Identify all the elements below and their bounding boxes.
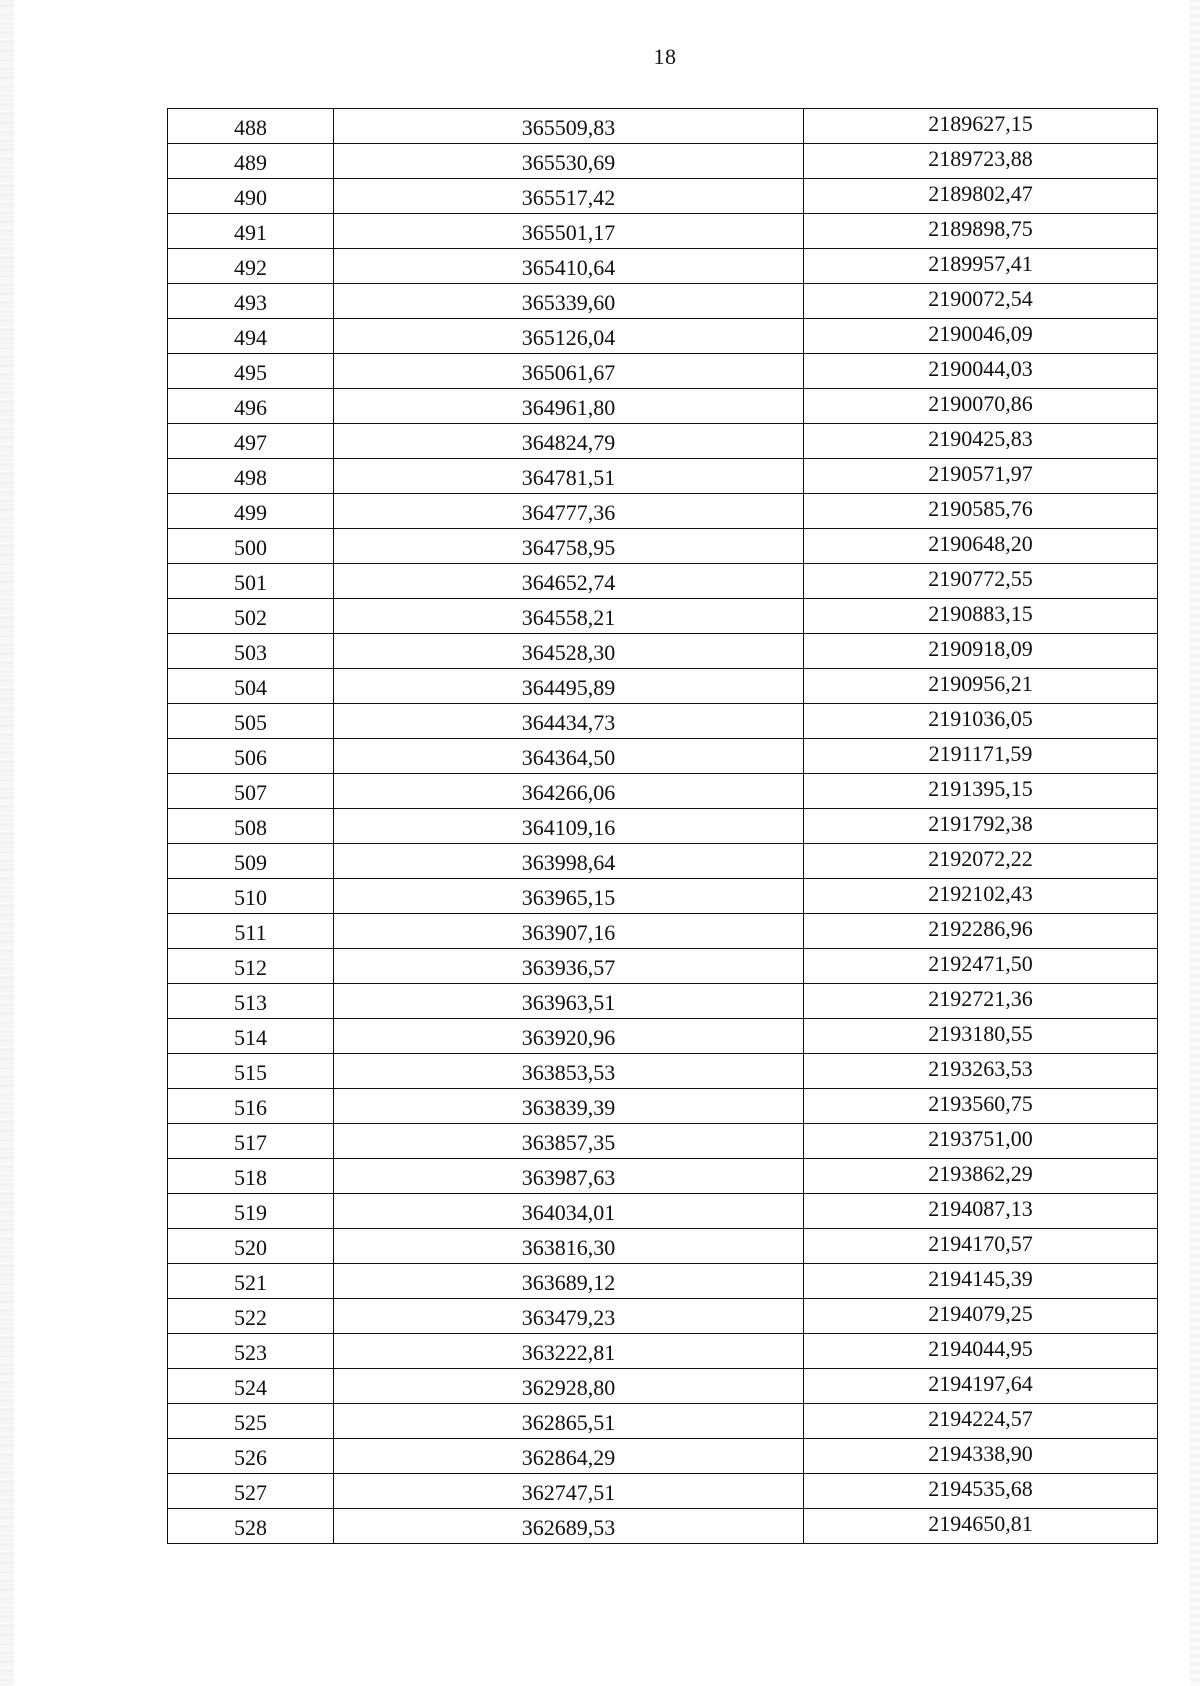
point-number-cell [168,1334,334,1369]
x-coordinate-value: 362864,29 [521,1445,616,1470]
point-number-value: 505 [234,710,267,735]
x-coordinate-value: 363963,51 [521,990,616,1015]
point-number-value: 496 [234,395,267,420]
table-row [168,774,1158,809]
y-coordinate-cell [804,774,1158,809]
x-coordinate-value: 364495,89 [521,675,616,700]
point-number-value: 489 [234,150,267,175]
point-number-cell [168,179,334,214]
table-row [168,494,1158,529]
point-number-value: 506 [234,745,267,770]
y-coordinate-cell [804,949,1158,984]
y-coordinate-cell [804,179,1158,214]
table-row [168,704,1158,739]
x-coordinate-cell [334,214,804,249]
point-number-value: 499 [234,500,267,525]
y-coordinate-cell [804,1509,1158,1544]
point-number-cell [168,494,334,529]
point-number-cell [168,1439,334,1474]
point-number-value: 511 [234,920,267,945]
point-number-cell [168,459,334,494]
point-number-cell [168,879,334,914]
y-coordinate-cell [804,1019,1158,1054]
x-coordinate-cell [334,739,804,774]
y-coordinate-value: 2194197,64 [928,1371,1033,1396]
point-number-cell [168,214,334,249]
y-coordinate-value: 2193751,00 [928,1126,1033,1151]
point-number-cell [168,144,334,179]
point-number-value: 491 [234,220,267,245]
x-coordinate-value: 362747,51 [521,1480,616,1505]
point-number-value: 490 [234,185,267,210]
point-number-cell [168,1089,334,1124]
point-number-value: 514 [234,1025,267,1050]
point-number-value: 498 [234,465,267,490]
point-number-value: 523 [234,1340,267,1365]
x-coordinate-cell [334,529,804,564]
y-coordinate-cell [804,984,1158,1019]
point-number-value: 492 [234,255,267,280]
table-row [168,354,1158,389]
x-coordinate-cell [334,564,804,599]
x-coordinate-value: 362865,51 [521,1410,616,1435]
page-number: 18 [653,44,677,69]
y-coordinate-cell [804,739,1158,774]
y-coordinate-cell [804,1404,1158,1439]
point-number-cell [168,1299,334,1334]
y-coordinate-cell [804,1439,1158,1474]
point-number-value: 495 [234,360,267,385]
table-row [168,669,1158,704]
x-coordinate-cell [334,914,804,949]
x-coordinate-cell [334,844,804,879]
x-coordinate-cell [334,879,804,914]
point-number-value: 500 [234,535,267,560]
y-coordinate-value: 2194535,68 [928,1476,1033,1501]
x-coordinate-cell [334,1054,804,1089]
x-coordinate-cell [334,1299,804,1334]
y-coordinate-value: 2190046,09 [928,321,1033,346]
y-coordinate-cell [804,494,1158,529]
x-coordinate-cell [334,179,804,214]
point-number-cell [168,564,334,599]
y-coordinate-value: 2193862,29 [928,1161,1033,1186]
x-coordinate-value: 364961,80 [521,395,616,420]
y-coordinate-value: 2192102,43 [928,881,1033,906]
point-number-cell [168,739,334,774]
table-row [168,1509,1158,1544]
y-coordinate-value: 2192471,50 [928,951,1033,976]
point-number-cell [168,984,334,1019]
point-number-cell [168,1369,334,1404]
point-number-cell [168,1054,334,1089]
y-coordinate-value: 2191792,38 [928,811,1033,836]
x-coordinate-value: 364266,06 [521,780,616,805]
point-number-cell [168,1194,334,1229]
y-coordinate-value: 2194044,95 [928,1336,1033,1361]
x-coordinate-value: 365126,04 [521,325,616,350]
y-coordinate-cell [804,389,1158,424]
x-coordinate-value: 365061,67 [521,360,616,385]
y-coordinate-cell [804,144,1158,179]
point-number-cell [168,809,334,844]
y-coordinate-cell [804,1159,1158,1194]
point-number-cell [168,1509,334,1544]
table-row [168,1229,1158,1264]
table-row [168,459,1158,494]
y-coordinate-cell [804,459,1158,494]
x-coordinate-cell [334,1264,804,1299]
x-coordinate-cell [334,424,804,459]
x-coordinate-cell [334,144,804,179]
table-row [168,984,1158,1019]
y-coordinate-cell [804,844,1158,879]
point-number-cell [168,704,334,739]
x-coordinate-value: 363920,96 [521,1025,616,1050]
point-number-cell [168,844,334,879]
x-coordinate-value: 364824,79 [521,430,616,455]
y-coordinate-cell [804,879,1158,914]
point-number-value: 503 [234,640,267,665]
x-coordinate-value: 363907,16 [521,920,616,945]
y-coordinate-cell [804,1124,1158,1159]
x-coordinate-value: 364364,50 [521,745,616,770]
coordinates-table-body [168,109,1158,1544]
x-coordinate-cell [334,1229,804,1264]
x-coordinate-value: 362689,53 [521,1515,616,1540]
point-number-cell [168,389,334,424]
table-row [168,914,1158,949]
y-coordinate-cell [804,669,1158,704]
point-number-value: 508 [234,815,267,840]
x-coordinate-cell [334,1019,804,1054]
x-coordinate-value: 364652,74 [521,570,616,595]
y-coordinate-value: 2193560,75 [928,1091,1033,1116]
table-row [168,214,1158,249]
x-coordinate-cell [334,1124,804,1159]
y-coordinate-value: 2189802,47 [928,181,1033,206]
point-number-value: 494 [234,325,267,350]
y-coordinate-cell [804,564,1158,599]
point-number-cell [168,249,334,284]
x-coordinate-value: 363222,81 [521,1340,616,1365]
table-row [168,424,1158,459]
y-coordinate-value: 2189723,88 [928,146,1033,171]
point-number-value: 501 [234,570,267,595]
x-coordinate-cell [334,809,804,844]
y-coordinate-cell [804,354,1158,389]
y-coordinate-cell [804,704,1158,739]
table-row [168,1019,1158,1054]
table-row [168,599,1158,634]
point-number-value: 510 [234,885,267,910]
table-row [168,634,1158,669]
y-coordinate-value: 2190956,21 [928,671,1033,696]
x-coordinate-cell [334,599,804,634]
table-row [168,1474,1158,1509]
y-coordinate-cell [804,1334,1158,1369]
point-number-cell [168,634,334,669]
y-coordinate-cell [804,1369,1158,1404]
point-number-value: 522 [234,1305,267,1330]
point-number-cell [168,1019,334,1054]
point-number-cell [168,599,334,634]
x-coordinate-value: 365517,42 [521,185,616,210]
y-coordinate-value: 2190585,76 [928,496,1033,521]
y-coordinate-cell [804,529,1158,564]
y-coordinate-cell [804,599,1158,634]
x-coordinate-value: 365509,83 [521,115,616,140]
table-row [168,809,1158,844]
table-row [168,1054,1158,1089]
y-coordinate-cell [804,914,1158,949]
y-coordinate-value: 2192072,22 [928,846,1033,871]
y-coordinate-cell [804,424,1158,459]
point-number-value: 512 [234,955,267,980]
point-number-value: 521 [234,1270,267,1295]
x-coordinate-value: 363839,39 [521,1095,616,1120]
table-row [168,1299,1158,1334]
point-number-cell [168,1474,334,1509]
x-coordinate-value: 364758,95 [521,535,616,560]
point-number-value: 515 [234,1060,267,1085]
y-coordinate-value: 2190918,09 [928,636,1033,661]
point-number-cell [168,774,334,809]
y-coordinate-value: 2194338,90 [928,1441,1033,1466]
point-number-cell [168,354,334,389]
x-coordinate-value: 364434,73 [521,710,616,735]
x-coordinate-cell [334,284,804,319]
point-number-value: 497 [234,430,267,455]
y-coordinate-cell [804,809,1158,844]
point-number-cell [168,669,334,704]
x-coordinate-cell [334,319,804,354]
x-coordinate-value: 362928,80 [521,1375,616,1400]
x-coordinate-value: 363998,64 [521,850,616,875]
x-coordinate-cell [334,354,804,389]
y-coordinate-value: 2189898,75 [928,216,1033,241]
x-coordinate-value: 363853,53 [521,1060,616,1085]
table-row [168,1334,1158,1369]
y-coordinate-value: 2190571,97 [928,461,1033,486]
table-row [168,249,1158,284]
table-row [168,1264,1158,1299]
y-coordinate-value: 2191395,15 [928,776,1033,801]
point-number-value: 507 [234,780,267,805]
y-coordinate-cell [804,214,1158,249]
table-row [168,564,1158,599]
point-number-value: 502 [234,605,267,630]
y-coordinate-value: 2189957,41 [928,251,1033,276]
point-number-cell [168,529,334,564]
table-row [168,739,1158,774]
x-coordinate-cell [334,1474,804,1509]
point-number-value: 488 [234,115,267,140]
x-coordinate-value: 363987,63 [521,1165,616,1190]
y-coordinate-value: 2190648,20 [928,531,1033,556]
y-coordinate-value: 2194650,81 [928,1511,1033,1536]
y-coordinate-cell [804,249,1158,284]
x-coordinate-cell [334,1439,804,1474]
y-coordinate-value: 2190772,55 [928,566,1033,591]
y-coordinate-value: 2190425,83 [928,426,1033,451]
table-row [168,844,1158,879]
table-row [168,1124,1158,1159]
point-number-cell [168,1404,334,1439]
x-coordinate-cell [334,949,804,984]
y-coordinate-cell [804,1229,1158,1264]
table-row [168,389,1158,424]
table-row [168,1089,1158,1124]
y-coordinate-value: 2191036,05 [928,706,1033,731]
y-coordinate-cell [804,1089,1158,1124]
point-number-cell [168,914,334,949]
y-coordinate-value: 2192721,36 [928,986,1033,1011]
x-coordinate-value: 365501,17 [521,220,616,245]
x-coordinate-cell [334,1089,804,1124]
y-coordinate-value: 2194170,57 [928,1231,1033,1256]
x-coordinate-value: 363965,15 [521,885,616,910]
x-coordinate-cell [334,984,804,1019]
point-number-value: 517 [234,1130,267,1155]
x-coordinate-cell [334,249,804,284]
x-coordinate-cell [334,1369,804,1404]
y-coordinate-cell [804,634,1158,669]
y-coordinate-cell [804,284,1158,319]
x-coordinate-cell [334,1194,804,1229]
x-coordinate-cell [334,459,804,494]
x-coordinate-cell [334,669,804,704]
point-number-value: 513 [234,990,267,1015]
y-coordinate-value: 2193180,55 [928,1021,1033,1046]
x-coordinate-value: 363816,30 [521,1235,616,1260]
table-row [168,879,1158,914]
table-row [168,144,1158,179]
y-coordinate-value: 2194145,39 [928,1266,1033,1291]
x-coordinate-value: 364034,01 [521,1200,616,1225]
x-coordinate-value: 364558,21 [521,605,616,630]
table-row [168,529,1158,564]
y-coordinate-cell [804,1299,1158,1334]
y-coordinate-value: 2192286,96 [928,916,1033,941]
point-number-value: 528 [234,1515,267,1540]
table-row [168,109,1158,144]
point-number-cell [168,284,334,319]
y-coordinate-cell [804,1054,1158,1089]
point-number-value: 519 [234,1200,267,1225]
point-number-value: 520 [234,1235,267,1260]
x-coordinate-value: 365530,69 [521,150,616,175]
x-coordinate-cell [334,634,804,669]
table-row [168,1439,1158,1474]
y-coordinate-value: 2193263,53 [928,1056,1033,1081]
table-row [168,179,1158,214]
x-coordinate-value: 364528,30 [521,640,616,665]
point-number-value: 518 [234,1165,267,1190]
x-coordinate-value: 363689,12 [521,1270,616,1295]
point-number-cell [168,1264,334,1299]
point-number-cell [168,1159,334,1194]
point-number-cell [168,319,334,354]
point-number-cell [168,1229,334,1264]
y-coordinate-value: 2190044,03 [928,356,1033,381]
scan-edge-left [0,0,14,1686]
point-number-value: 525 [234,1410,267,1435]
y-coordinate-value: 2194224,57 [928,1406,1033,1431]
x-coordinate-value: 364777,36 [521,500,616,525]
y-coordinate-cell [804,319,1158,354]
coordinates-table [167,108,1158,1544]
x-coordinate-cell [334,1334,804,1369]
table-row [168,319,1158,354]
x-coordinate-cell [334,1509,804,1544]
x-coordinate-cell [334,1159,804,1194]
y-coordinate-cell [804,109,1158,144]
x-coordinate-cell [334,774,804,809]
x-coordinate-value: 364109,16 [521,815,616,840]
x-coordinate-cell [334,1404,804,1439]
point-number-value: 516 [234,1095,267,1120]
x-coordinate-value: 363936,57 [521,955,616,980]
y-coordinate-value: 2190072,54 [928,286,1033,311]
point-number-cell [168,424,334,459]
x-coordinate-value: 363479,23 [521,1305,616,1330]
y-coordinate-value: 2190070,86 [928,391,1033,416]
y-coordinate-value: 2189627,15 [928,111,1033,136]
point-number-value: 509 [234,850,267,875]
table-row [168,1404,1158,1439]
point-number-value: 524 [234,1375,267,1400]
point-number-cell [168,109,334,144]
y-coordinate-cell [804,1264,1158,1299]
table-row [168,284,1158,319]
x-coordinate-cell [334,109,804,144]
x-coordinate-value: 365339,60 [521,290,616,315]
table-row [168,949,1158,984]
point-number-value: 504 [234,675,267,700]
y-coordinate-cell [804,1474,1158,1509]
scan-edge-right [1190,0,1200,1686]
x-coordinate-value: 363857,35 [521,1130,616,1155]
point-number-cell [168,949,334,984]
y-coordinate-cell [804,1194,1158,1229]
y-coordinate-value: 2194087,13 [928,1196,1033,1221]
point-number-cell [168,1124,334,1159]
table-row [168,1369,1158,1404]
y-coordinate-value: 2191171,59 [928,741,1033,766]
y-coordinate-value: 2194079,25 [928,1301,1033,1326]
x-coordinate-value: 365410,64 [521,255,616,280]
table-row [168,1194,1158,1229]
table-row [168,1159,1158,1194]
point-number-value: 526 [234,1445,267,1470]
x-coordinate-cell [334,704,804,739]
x-coordinate-cell [334,389,804,424]
point-number-value: 493 [234,290,267,315]
point-number-value: 527 [234,1480,267,1505]
y-coordinate-value: 2190883,15 [928,601,1033,626]
x-coordinate-cell [334,494,804,529]
x-coordinate-value: 364781,51 [521,465,616,490]
